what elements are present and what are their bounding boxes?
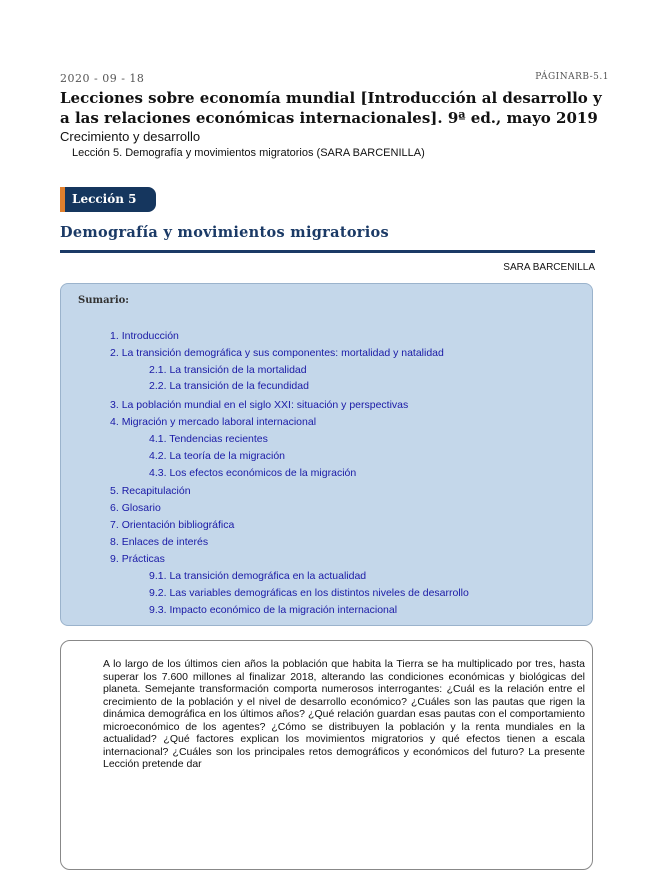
intro-paragraph: A lo largo de los últimos cien años la población que habita la Tierra se ha multiplicado por tres, hasta superar los 7.600 millones al finalizar 2018, alterando las condiciones económicas y biológicas del planeta. Semejante transformación comporta numerosos interrogantes: ¿Cuál es la relación entre el crecimiento de la población y el nivel de desarrollo económico? ¿Cuáles son las pautas que rigen la dinámica demográfica en los últimos años? ¿Qué relación guardan esas pautas con el comportamiento microeconómico de los agentes? ¿Cómo se distribuyen la población y la renta mundiales en la actualidad? ¿Qué factores explican los movimientos migratorios y qué efectos tienen a escala internacional? ¿Cuáles son los principales retos demográficos y económicos del futuro? La presente Lección pretende dar (103, 658, 585, 770)
summary-title: Sumario: (78, 295, 129, 306)
toc-item-2-2[interactable]: 2.2. La transición de la fecundidad (149, 380, 309, 392)
toc-item-2-1[interactable]: 2.1. La transición de la mortalidad (149, 364, 307, 376)
header-date: 2020 - 09 - 18 (60, 72, 145, 85)
lesson-author: SARA BARCENILLA (503, 262, 595, 273)
toc-item-5[interactable]: 5. Recapitulación (110, 485, 191, 497)
title-divider (60, 250, 595, 253)
toc-item-3[interactable]: 3. La población mundial en el siglo XXI: situación y perspectivas (110, 399, 409, 411)
toc-item-4-1[interactable]: 4.1. Tendencias recientes (149, 433, 268, 445)
lesson-title: Demografía y movimientos migratorios (60, 224, 389, 241)
book-title: Lecciones sobre economía mundial [Introducción al desarrollo y a las relaciones económicas internacionales]. 9ª ed., mayo 2019 (60, 89, 602, 127)
chapter-title: Crecimiento y desarrollo (60, 129, 201, 144)
toc-item-2[interactable]: 2. La transición demográfica y sus componentes: mortalidad y natalidad (110, 347, 444, 359)
header-page-number: PÁGINARB-5.1 (535, 72, 609, 82)
lesson-badge-accent (60, 187, 65, 212)
toc-item-9-1[interactable]: 9.1. La transición demográfica en la actualidad (149, 570, 367, 582)
toc-item-9-3[interactable]: 9.3. Impacto económico de la migración internacional (149, 604, 398, 616)
toc-item-1[interactable]: 1. Introducción (110, 330, 179, 342)
toc-item-7[interactable]: 7. Orientación bibliográfica (110, 519, 235, 531)
toc-item-6[interactable]: 6. Glosario (110, 502, 161, 514)
lesson-subtitle: Lección 5. Demografía y movimientos migratorios (SARA BARCENILLA) (72, 147, 425, 159)
toc-item-4-2[interactable]: 4.2. La teoría de la migración (149, 450, 286, 462)
toc-item-8[interactable]: 8. Enlaces de interés (110, 536, 209, 548)
lesson-badge-label: Lección 5 (72, 192, 137, 206)
toc-item-4-3[interactable]: 4.3. Los efectos económicos de la migración (149, 467, 357, 479)
toc-item-9-2[interactable]: 9.2. Las variables demográficas en los distintos niveles de desarrollo (149, 587, 469, 599)
toc-item-4[interactable]: 4. Migración y mercado laboral internacional (110, 416, 317, 428)
toc-item-9[interactable]: 9. Prácticas (110, 553, 165, 565)
